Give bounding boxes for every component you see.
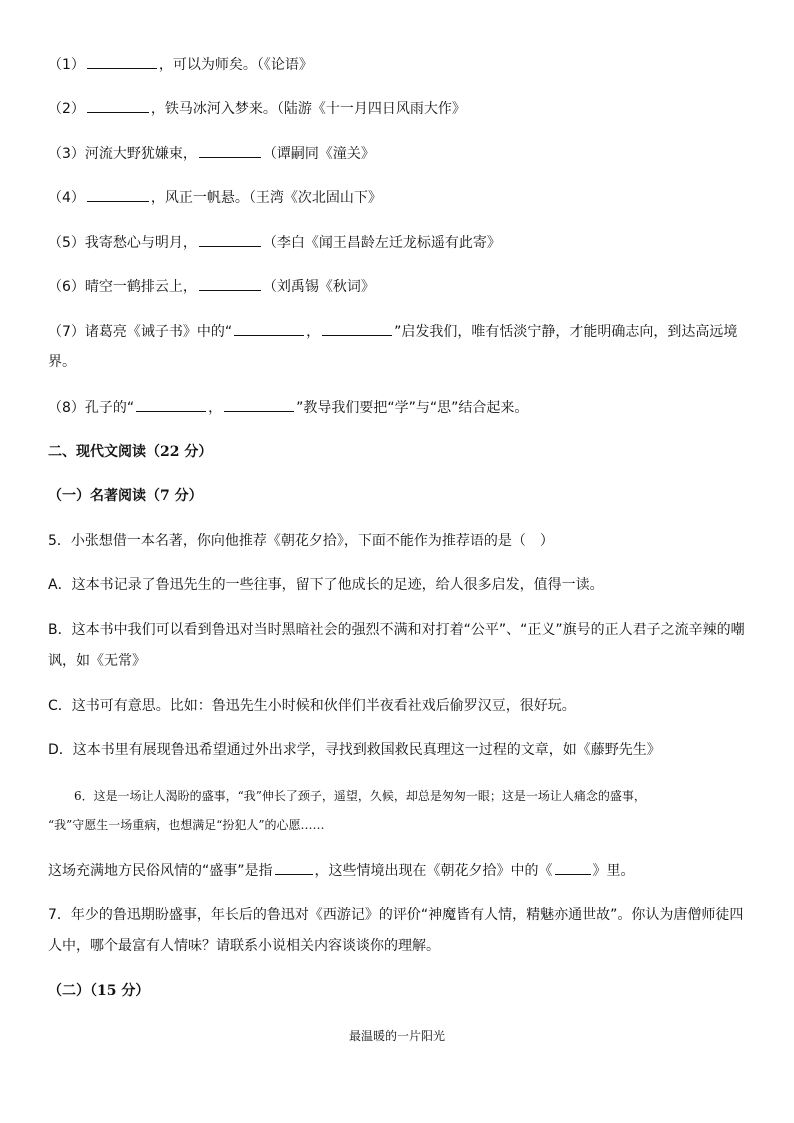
question-source: （刘禹锡《秋词》 — [262, 279, 375, 295]
question-text: （6）晴空一鹤排云上， — [48, 279, 197, 295]
answer-blank[interactable] — [224, 397, 294, 412]
answer-blank[interactable] — [199, 232, 261, 247]
passage-title: 最温暖的一片阳光 — [348, 1029, 445, 1043]
question-text: 》里。 — [592, 863, 635, 879]
question-8 — [48, 397, 748, 418]
question-text: 界。 — [48, 354, 76, 370]
question-3 — [48, 143, 748, 164]
question-text: （7）诸葛亮《诫子书》中的“ — [48, 324, 233, 340]
question-1 — [48, 54, 748, 75]
passage-excerpt: 6．这是一场让人渴盼的盛事，“我”伸长了颈子，遥望，久候，却总是匆匆一眼；这是一场让人痛念的盛事， — [74, 789, 646, 803]
question-text: ，铁马冰河入梦来。（陆游《十一月四日风雨大作》 — [150, 101, 466, 117]
question-text: ，这些情境出现在《朝花夕拾》中的《 — [314, 863, 553, 879]
answer-blank[interactable] — [275, 860, 313, 875]
question-text: （8）孔子的“ — [48, 400, 135, 416]
question-text: ”教导我们要把“学”与“思”结合起来。 — [296, 400, 529, 416]
question-text: ，可以为师矣。（《论语》 — [158, 57, 313, 73]
section-heading: 二、现代文阅读（22 分） — [48, 444, 213, 460]
question-5-stem: 5．小张想借一本名著，你向他推荐《朝花夕拾》，下面不能作为推荐语的是（ ） — [48, 533, 554, 549]
question-5-poem — [48, 232, 748, 253]
answer-blank[interactable] — [87, 187, 149, 202]
question-text: ， — [306, 324, 321, 340]
subsection-heading: （一）名著阅读（7 分） — [48, 488, 203, 504]
question-4 — [48, 187, 748, 208]
option-d[interactable]: D．这本书里有展现鲁迅希望通过外出求学，寻找到救国救民真理这一过程的文章，如《藤野先生》 — [48, 742, 661, 758]
question-7-poem-line2 — [48, 352, 748, 372]
question-7-poem — [48, 321, 748, 342]
answer-blank[interactable] — [87, 54, 157, 69]
question-7-stem: 7．年少的鲁迅期盼盛事，年长后的鲁迅对《西游记》的评价“神魔皆有人情，精魅亦通世故”。你认为唐僧师徒四 — [48, 907, 744, 923]
answer-blank[interactable] — [555, 860, 591, 875]
question-text: （3）河流大野犹嫌束， — [48, 146, 197, 162]
question-text: （5）我寄愁心与明月， — [48, 235, 197, 251]
answer-blank[interactable] — [199, 276, 261, 291]
option-a[interactable]: A．这本书记录了鲁迅先生的一些往事，留下了他成长的足迹，给人很多启发，值得一读。 — [48, 577, 604, 593]
question-source: （谭嗣同《潼关》 — [262, 146, 375, 162]
question-text: ，风正一帆悬。（王湾《次北固山下》 — [150, 190, 382, 206]
answer-blank[interactable] — [322, 321, 392, 336]
question-2 — [48, 98, 748, 119]
answer-blank[interactable] — [199, 143, 261, 158]
question-number: （2） — [48, 101, 85, 117]
option-b-line2: 讽，如《无常》 — [48, 653, 146, 669]
subsection-heading-2: （二）（15 分） — [48, 983, 150, 999]
question-number: （1） — [48, 57, 85, 73]
question-text: ， — [208, 400, 223, 416]
passage-excerpt-line2: “我”守愿生一场重病，也想满足“扮犯人”的心愿…… — [48, 818, 325, 832]
option-c[interactable]: C．这书可有意思。比如：鲁迅先生小时候和伙伴们半夜看社戏后偷罗汉豆，很好玩。 — [48, 698, 576, 714]
option-b[interactable]: B．这本书中我们可以看到鲁迅对当时黑暗社会的强烈不满和对打着“公平”、“正义”旗号的正人君子之流辛辣的嘲 — [48, 622, 745, 638]
question-text: 这场充满地方民俗风情的“盛事”是指 — [48, 863, 273, 879]
question-6-stem — [48, 860, 748, 881]
question-6-poem — [48, 276, 748, 297]
question-source: （李白《闻王昌龄左迁龙标遥有此寄》 — [262, 235, 501, 251]
answer-blank[interactable] — [87, 98, 149, 113]
answer-blank[interactable] — [234, 321, 304, 336]
answer-blank[interactable] — [136, 397, 206, 412]
question-text: ”启发我们，唯有恬淡宁静，才能明确志向，到达高远境 — [394, 324, 738, 340]
question-number: （4） — [48, 190, 85, 206]
question-7-stem-line2: 人中，哪个最富有人情味？请联系小说相关内容谈谈你的理解。 — [48, 938, 440, 954]
